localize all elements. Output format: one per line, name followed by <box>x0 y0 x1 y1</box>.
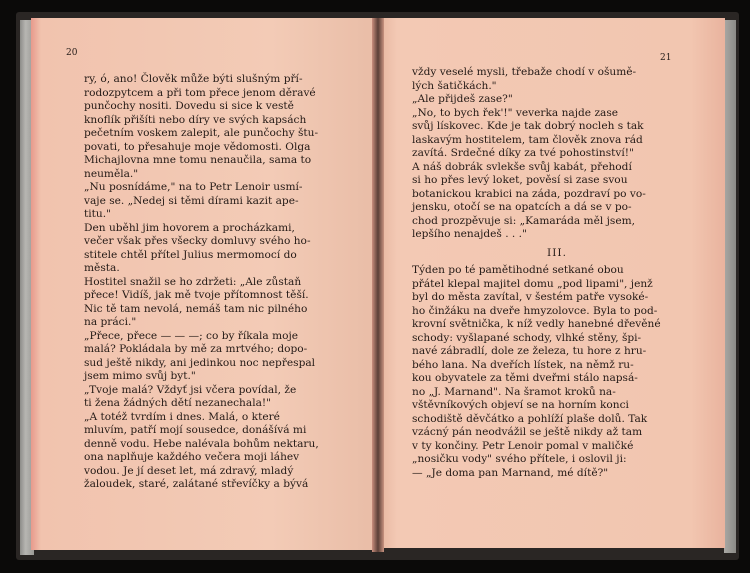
text-line: denně vodu. Hebe nalévala bohům nektaru, <box>84 437 319 450</box>
page-edges-right <box>724 20 736 553</box>
text-line: města. <box>84 262 120 274</box>
text-line: vaje se. „Nedej si těmi dírami kazit ape- <box>84 194 299 207</box>
text-line: vodou. Je jí deset let, má zdravý, mladý <box>84 464 294 477</box>
text-line: Michajlovna mne tomu nenaučila, sama to <box>84 154 312 166</box>
text-line: ho činžáku na dveře hmyzolovce. Byla to pod- <box>412 304 658 317</box>
text-line: v ty končiny. Petr Lenoir pomal v maličké <box>412 439 634 452</box>
text-line: bého lana. Na dveřích lístek, na němž ru- <box>412 358 634 371</box>
text-line: Nic tě tam nevolá, nemáš tam nic pilného <box>84 302 308 315</box>
text-line: punčochy nositi. Dovedu si sice k vestě <box>84 100 294 112</box>
text-line: A náš dobrák svlekše svůj kabát, přehodí <box>412 160 632 173</box>
text-line: schodiště děvčátko a pohlíží plaše dolů. Tak <box>412 412 648 425</box>
text-line: vzácný pán neodvážil se ještě nikdy až tam <box>412 426 643 438</box>
text-line: svůj lískovec. Kde je tak dobrý nocleh s tak <box>412 120 644 132</box>
text-line: „No, to bych řek'!" veverka najde zase <box>412 106 619 119</box>
text-line: botanickou krabici na záda, pozdraví po vo- <box>412 187 646 200</box>
text-line: no „J. Marnand". Na šramot kroků na- <box>412 385 616 398</box>
left-page-text <box>84 73 364 492</box>
text-line: sud ještě nikdy, ani jedinkou noc nepřespal <box>84 356 316 369</box>
text-line: schody: vyšlapané schody, vlhké stěny, špi- <box>412 331 642 344</box>
text-line: „Přece, přece — — —; co by říkala moje <box>84 329 299 342</box>
text-line: si ho přes levý loket, pověsí si zase svou <box>412 174 628 186</box>
text-line: knoflík přišíti nebo díry ve svých kapsách <box>84 113 307 126</box>
text-line: na práci." <box>84 316 137 328</box>
text-line: „Nu posnídáme," na to Petr Lenoir usmí- <box>84 181 303 193</box>
text-line: titu." <box>84 208 111 220</box>
text-line: chod prozpěvuje si: „Kamaráda měl jsem, <box>412 214 636 227</box>
text-line: stitele chtěl přítel Julius mermomocí do <box>84 248 297 261</box>
text-line: „nosičku vody" svého přítele, i oslovil ji: <box>412 453 627 465</box>
text-line: ti žena žádných dětí nezanechala!" <box>84 397 272 409</box>
text-line: ry, ó, ano! Člověk může býti slušným pří- <box>84 73 303 85</box>
text-line: „Tvoje malá? Vždyť jsi včera povídal, že <box>84 383 297 396</box>
text-line: mluvím, patří mojí sousedce, donášívá mi <box>84 424 307 436</box>
text-line: večer však přes všecky domluvy svého ho- <box>84 235 311 247</box>
text-line: Den uběhl jim hovorem a procházkami, <box>84 221 295 234</box>
text-line: jsem mimo svůj byt." <box>84 370 196 382</box>
text-line: vštěvníkových objeví se na horním konci <box>412 399 629 411</box>
text-line: malá? Pokládala by mě za mrtvého; dopo- <box>84 343 308 355</box>
right-text-after-heading <box>412 264 702 480</box>
book-gutter <box>372 18 384 552</box>
text-line: laskavým hostitelem, tam člověk znova rád <box>412 133 643 146</box>
text-line: lých šatičkách." <box>412 79 497 92</box>
right-text-before-heading <box>412 66 702 242</box>
text-line: vždy veselé mysli, třebaže chodí v ošumě- <box>412 66 637 78</box>
text-line: navé zábradlí, dole ze železa, tu hore z hru- <box>412 345 647 357</box>
text-line: žaloudek, staré, zalátané střevíčky a bývá <box>84 478 309 490</box>
text-line: jensku, otočí se na opatcích a dá se v po- <box>412 201 632 213</box>
text-line: „A totéž tvrdím i dnes. Malá, o které <box>84 410 280 423</box>
text-line: rodozpytcem a při tom přece jenom děravé <box>84 86 316 99</box>
text-line: přece! Vidíš, jak mě tvoje přítomnost těší. <box>84 289 309 301</box>
chapter-heading: III. <box>547 246 567 259</box>
text-line: povati, to přesahuje moje vědomosti. Olga <box>84 140 311 153</box>
right-page-text <box>412 66 702 480</box>
text-line: kou obyvatele za těmi dveřmi stálo napsá- <box>412 372 638 384</box>
text-line: krovní světnička, k níž vedly hanebné dřevěné <box>412 318 661 330</box>
text-line: — „Je doma pan Marnand, mé dítě?" <box>412 466 609 479</box>
text-line: ona naplňuje každého večera moji láhev <box>84 451 300 463</box>
text-line: přátel klepal majitel domu „pod lipami", jenž <box>412 277 653 290</box>
text-line: zavítá. Srdečné díky za tvé pohostinství!" <box>412 147 634 159</box>
text-line: Týden po té pamětihodné setkané obou <box>412 264 624 276</box>
page-number-left: 20 <box>66 48 78 58</box>
page-number-right: 21 <box>660 53 672 63</box>
text-line: lepšího nenajdeš . . ." <box>412 228 527 240</box>
text-line: Hostitel snažil se ho zdržeti: „Ale zůstaň <box>84 275 302 288</box>
text-line: „Ale přijdeš zase?" <box>412 93 513 105</box>
text-line: byl do města zavítal, v šestém patře vysoké- <box>412 291 649 303</box>
text-line: neuměla." <box>84 167 139 180</box>
text-line: pečetním voskem zalepit, ale punčochy štu- <box>84 127 319 139</box>
